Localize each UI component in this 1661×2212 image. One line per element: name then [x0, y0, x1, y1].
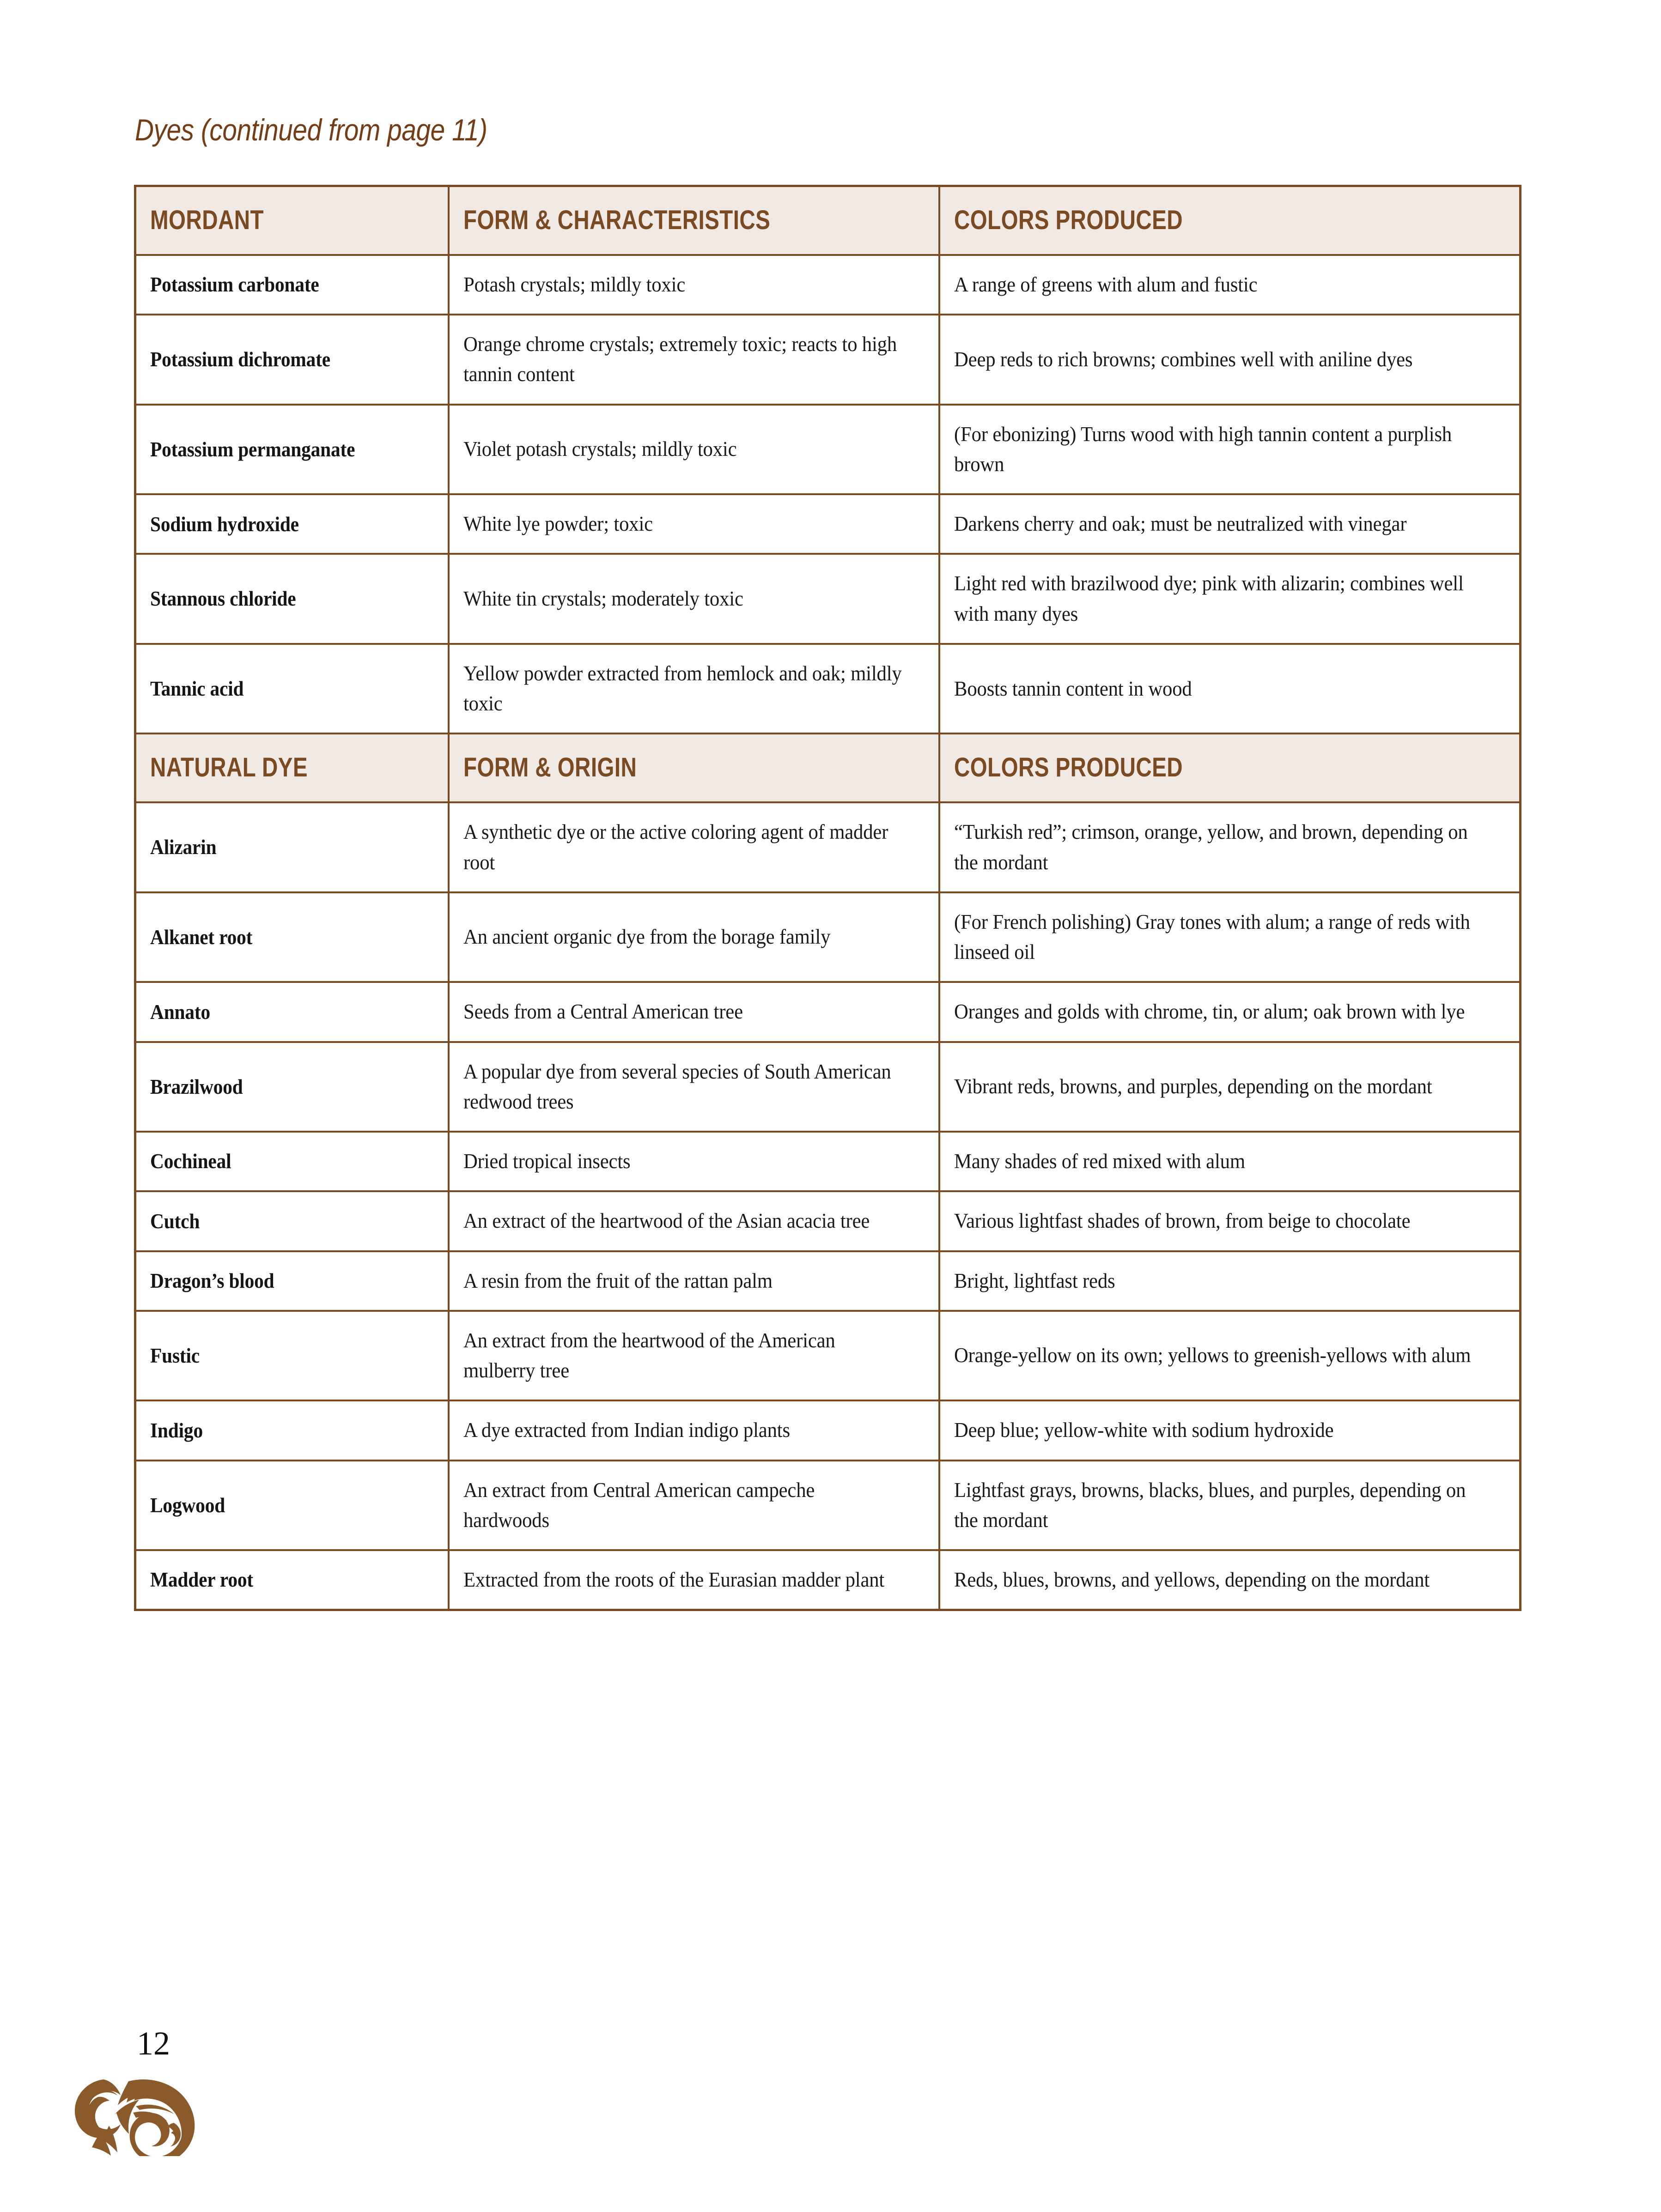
cell-text: Orange chrome crystals; extremely toxic; reacts to high tannin content: [463, 333, 897, 386]
dye-name: [135, 1461, 449, 1551]
mordant-form: [449, 405, 939, 495]
dye-name: [135, 982, 449, 1042]
cell-text: Many shades of red mixed with alum: [954, 1150, 1245, 1173]
cell-text: Various lightfast shades of brown, from beige to chocolate: [954, 1209, 1410, 1233]
mordant-colors: [939, 554, 1521, 644]
mordant-form: [449, 554, 939, 644]
mordant-name: [135, 644, 449, 734]
table-row: [135, 405, 1521, 495]
cell-text: Dragon’s blood: [150, 1269, 274, 1292]
cell-text: Annato: [150, 1000, 211, 1024]
table-row: [135, 1132, 1521, 1191]
column-header-label: COLORS PRODUCED: [954, 752, 1183, 783]
cell-text: A resin from the fruit of the rattan palm: [463, 1269, 773, 1292]
mordant-colors: [939, 494, 1521, 554]
cell-text: Yellow powder extracted from hemlock and oak; mildly toxic: [463, 661, 902, 715]
cell-text: Potassium carbonate: [150, 273, 319, 297]
table-header-row-natural-dye: [135, 733, 1521, 802]
dye-colors: [939, 1251, 1521, 1311]
dye-colors: [939, 1191, 1521, 1251]
cell-text: (For French polishing) Gray tones with alum; a range of reds with linseed oil: [954, 910, 1470, 964]
mordant-name: [135, 405, 449, 495]
table-row: [135, 255, 1521, 315]
mordant-name: [135, 255, 449, 315]
column-header-form-characteristics: [449, 186, 939, 255]
cell-text: Extracted from the roots of the Eurasian madder plant: [463, 1568, 884, 1592]
table-header-row-mordant: [135, 186, 1521, 255]
cell-text: Deep reds to rich browns; combines well with aniline dyes: [954, 347, 1412, 371]
column-header-natural-dye: [135, 733, 449, 802]
column-header-label: COLORS PRODUCED: [954, 205, 1183, 235]
mordant-name: [135, 315, 449, 405]
cell-text: Alkanet root: [150, 925, 253, 949]
page-number: 12: [137, 2025, 170, 2062]
dye-form: [449, 1550, 939, 1610]
column-header-label: FORM & ORIGIN: [463, 752, 637, 783]
dye-form: [449, 982, 939, 1042]
cell-text: Violet potash crystals; mildly toxic: [463, 437, 736, 461]
cell-text: Tannic acid: [150, 677, 244, 700]
cell-text: Boosts tannin content in wood: [954, 677, 1192, 700]
dye-form: [449, 1042, 939, 1132]
dye-colors: [939, 892, 1521, 982]
table-row: [135, 1550, 1521, 1610]
cell-text: An extract of the heartwood of the Asian acacia tree: [463, 1209, 870, 1233]
mordant-form: [449, 255, 939, 315]
cell-text: White tin crystals; moderately toxic: [463, 587, 743, 611]
cell-text: Fustic: [150, 1344, 200, 1367]
table-row: [135, 892, 1521, 982]
table-row: [135, 315, 1521, 405]
table-row: [135, 1042, 1521, 1132]
table-row: [135, 1311, 1521, 1401]
dye-form: [449, 1400, 939, 1460]
cell-text: Indigo: [150, 1418, 203, 1442]
cell-text: An extract from the heartwood of the American mulberry tree: [463, 1328, 835, 1382]
column-header-form-origin: [449, 733, 939, 802]
table-row: [135, 802, 1521, 892]
cell-text: An extract from Central American campeche hardwoods: [463, 1478, 815, 1532]
mordant-colors: [939, 315, 1521, 405]
table-row: [135, 644, 1521, 734]
mordant-form: [449, 644, 939, 734]
mordant-form: [449, 494, 939, 554]
table-row: [135, 554, 1521, 644]
column-header-label: FORM & CHARACTERISTICS: [463, 205, 770, 235]
cell-text: Brazilwood: [150, 1075, 243, 1098]
cell-text: Potash crystals; mildly toxic: [463, 273, 685, 296]
cell-text: White lye powder; toxic: [463, 512, 653, 536]
dye-colors: [939, 1042, 1521, 1132]
cell-text: Potassium dichromate: [150, 348, 330, 371]
dye-colors: [939, 1461, 1521, 1551]
dye-colors: [939, 1400, 1521, 1460]
cell-text: A dye extracted from Indian indigo plants: [463, 1418, 790, 1442]
cell-text: Oranges and golds with chrome, tin, or alum; oak brown with lye: [954, 1000, 1465, 1024]
scroll-flourish-ornament: [59, 2068, 235, 2156]
cell-text: (For ebonizing) Turns wood with high tannin content a purplish brown: [954, 422, 1452, 476]
dye-form: [449, 1191, 939, 1251]
dye-name: [135, 892, 449, 982]
mordant-colors: [939, 405, 1521, 495]
dye-form: [449, 1251, 939, 1311]
dye-colors: [939, 1550, 1521, 1610]
cell-text: Dried tropical insects: [463, 1150, 630, 1173]
cell-text: A popular dye from several species of South American redwood trees: [463, 1060, 891, 1113]
cell-text: Darkens cherry and oak; must be neutralized with vinegar: [954, 512, 1406, 536]
dye-name: [135, 1132, 449, 1191]
column-header-mordant: [135, 186, 449, 255]
cell-text: Sodium hydroxide: [150, 512, 299, 536]
cell-text: Stannous chloride: [150, 587, 296, 611]
dye-colors: [939, 802, 1521, 892]
cell-text: An ancient organic dye from the borage family: [463, 925, 830, 949]
cell-text: Logwood: [150, 1493, 225, 1517]
dye-name: [135, 1042, 449, 1132]
dye-form: [449, 892, 939, 982]
cell-text: Alizarin: [150, 836, 217, 859]
column-header-label: NATURAL DYE: [150, 752, 308, 783]
dye-name: [135, 1400, 449, 1460]
column-header-colors-produced: [939, 186, 1521, 255]
page-title: Dyes (continued from page 11): [135, 113, 487, 147]
dye-colors: [939, 1132, 1521, 1191]
dye-name: [135, 1550, 449, 1610]
cell-text: Bright, lightfast reds: [954, 1269, 1115, 1292]
column-header-label: MORDANT: [150, 205, 264, 235]
mordant-form: [449, 315, 939, 405]
dyes-table: [134, 185, 1521, 1611]
cell-text: A range of greens with alum and fustic: [954, 273, 1257, 296]
cell-text: A synthetic dye or the active coloring agent of madder root: [463, 820, 888, 874]
cell-text: Seeds from a Central American tree: [463, 1000, 743, 1024]
table-row: [135, 1251, 1521, 1311]
dye-form: [449, 1311, 939, 1401]
table-row: [135, 1400, 1521, 1460]
cell-text: Light red with brazilwood dye; pink with alizarin; combines well with many dyes: [954, 572, 1464, 625]
cell-text: Potassium permanganate: [150, 437, 355, 461]
dye-name: [135, 802, 449, 892]
cell-text: Madder root: [150, 1568, 253, 1592]
cell-text: Lightfast grays, browns, blacks, blues, and purples, depending on the mordant: [954, 1478, 1466, 1532]
dye-form: [449, 1461, 939, 1551]
dye-form: [449, 802, 939, 892]
cell-text: Deep blue; yellow-white with sodium hydroxide: [954, 1418, 1333, 1442]
cell-text: Vibrant reds, browns, and purples, depending on the mordant: [954, 1075, 1432, 1098]
cell-text: Orange-yellow on its own; yellows to greenish-yellows with alum: [954, 1344, 1471, 1367]
table-body: [135, 186, 1521, 1610]
dye-colors: [939, 982, 1521, 1042]
mordant-name: [135, 494, 449, 554]
dye-colors: [939, 1311, 1521, 1401]
cell-text: Cochineal: [150, 1150, 231, 1173]
cell-text: Cutch: [150, 1209, 200, 1233]
dye-form: [449, 1132, 939, 1191]
table-row: [135, 1461, 1521, 1551]
cell-text: “Turkish red”; crimson, orange, yellow, and brown, depending on the mordant: [954, 820, 1468, 874]
dye-name: [135, 1191, 449, 1251]
table-row: [135, 1191, 1521, 1251]
cell-text: Reds, blues, browns, and yellows, depending on the mordant: [954, 1568, 1430, 1592]
mordant-colors: [939, 644, 1521, 734]
mordant-name: [135, 554, 449, 644]
mordant-colors: [939, 255, 1521, 315]
table-row: [135, 494, 1521, 554]
dye-name: [135, 1311, 449, 1401]
table-row: [135, 982, 1521, 1042]
dye-name: [135, 1251, 449, 1311]
column-header-colors-produced: [939, 733, 1521, 802]
